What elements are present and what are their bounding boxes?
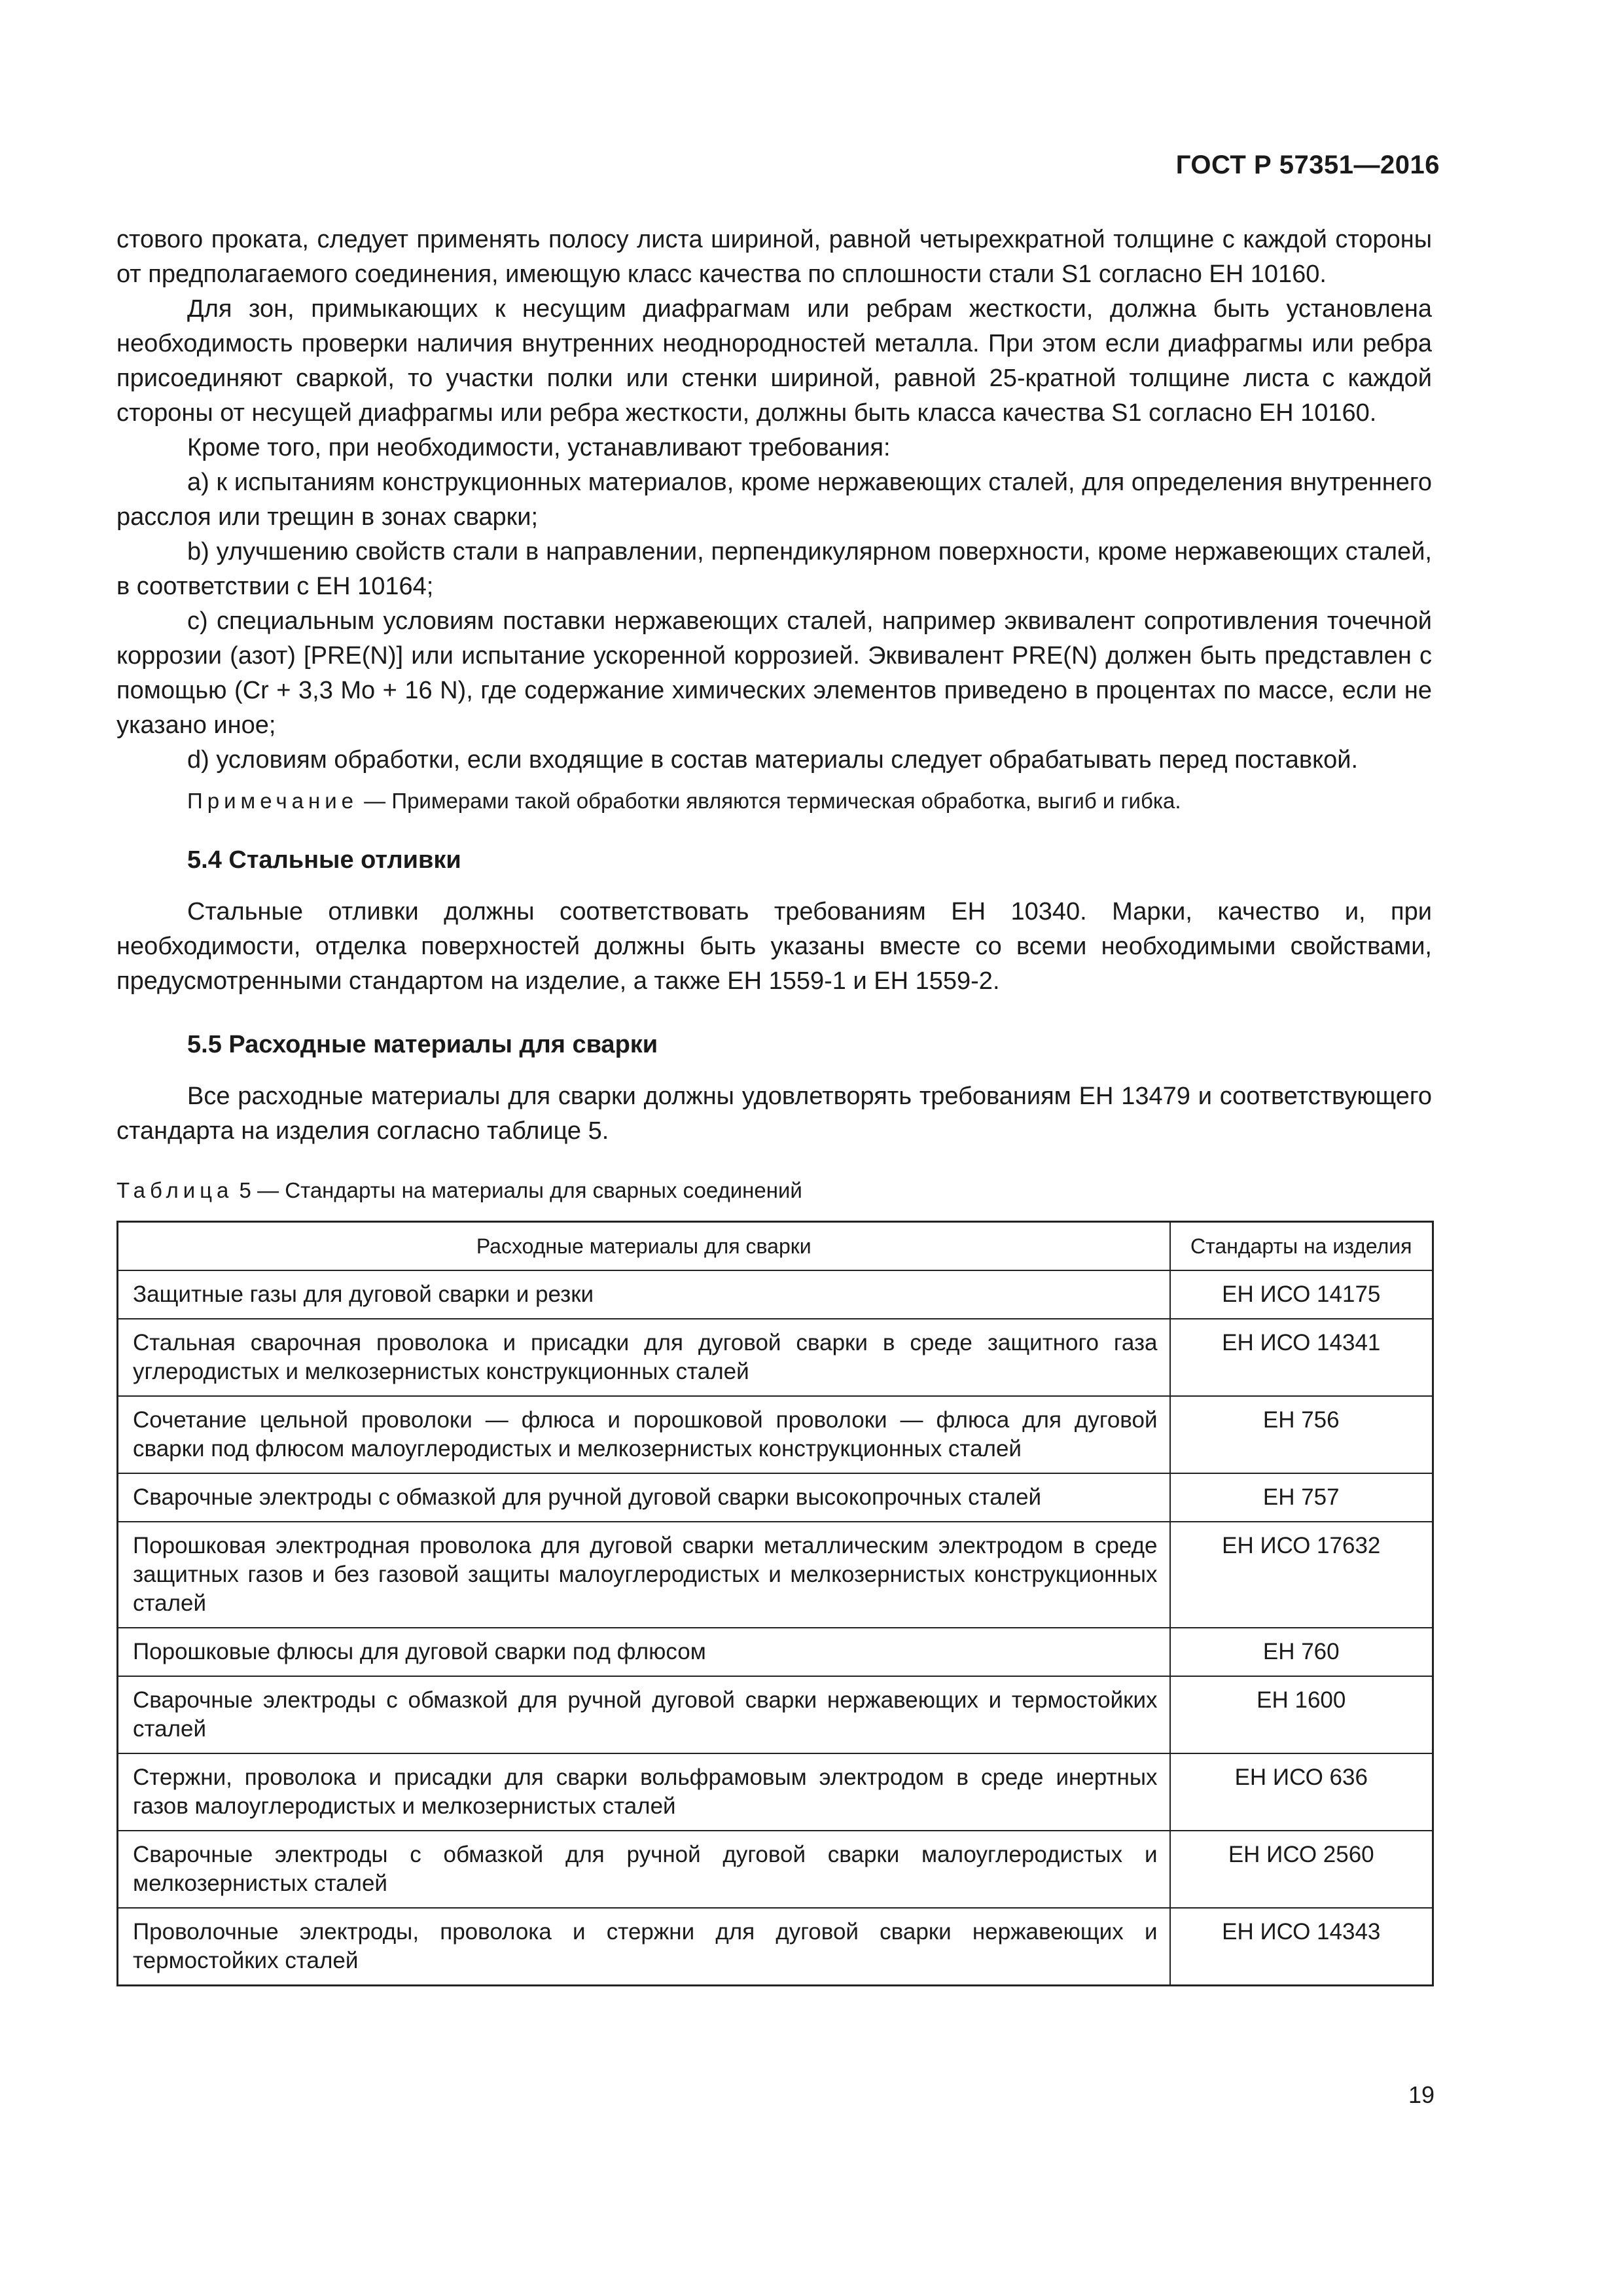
table-cell-standard: ЕН ИСО 14343 bbox=[1170, 1908, 1433, 1986]
table-caption-label: Таблица bbox=[116, 1178, 234, 1202]
table-cell-standard: ЕН 757 bbox=[1170, 1473, 1433, 1522]
table-row bbox=[118, 1831, 1433, 1908]
table-cell-material: Сварочные электроды с обмазкой для ручной дуговой сварки малоуглеродистых и мелкозернистых сталей bbox=[118, 1831, 1170, 1908]
section-5-4-text: Стальные отливки должны соответствовать требованиям ЕН 10340. Марки, качество и, при необходимости, отделка поверхностей должны быть указаны вместе со всеми необходимыми свойствами, предусмотренными стандартом на изделие, а также ЕН 1559-1 и ЕН 1559-2. bbox=[116, 898, 1432, 995]
note-label: Примечание bbox=[187, 789, 359, 813]
table-caption bbox=[116, 1175, 1432, 1206]
table-cell-standard: ЕН ИСО 636 bbox=[1170, 1753, 1433, 1831]
table-cell-material: Сварочные электроды с обмазкой для ручной дуговой сварки нержавеющих и термостойких сталей bbox=[118, 1676, 1170, 1753]
table-cell-standard: ЕН ИСО 14175 bbox=[1170, 1270, 1433, 1319]
table-cell-material: Порошковая электродная проволока для дуговой сварки металлическим электродом в среде защитных газов и без газовой защиты малоуглеродистых и мелкозернистых конструкционных сталей bbox=[118, 1522, 1170, 1628]
document-body bbox=[116, 223, 1432, 1986]
list-item-d: d) условиям обработки, если входящие в состав материалы следует обрабатывать перед поставкой. bbox=[187, 746, 1359, 774]
document-header-id: ГОСТ Р 57351—2016 bbox=[1175, 151, 1440, 179]
table-caption-text: 5 — Стандарты на материалы для сварных соединений bbox=[233, 1178, 802, 1202]
section-5-5-text: Все расходные материалы для сварки должны удовлетворять требованиям ЕН 13479 и соответствующего стандарта на изделия согласно таблице 5. bbox=[116, 1083, 1432, 1145]
table-row bbox=[118, 1908, 1433, 1986]
table-cell-material: Защитные газы для дуговой сварки и резки bbox=[118, 1270, 1170, 1319]
paragraph-requirements-intro: Кроме того, при необходимости, устанавливают требования: bbox=[187, 434, 891, 461]
table-cell-standard: ЕН ИСО 17632 bbox=[1170, 1522, 1433, 1628]
table-cell-standard: ЕН 756 bbox=[1170, 1396, 1433, 1473]
table-row bbox=[118, 1628, 1433, 1676]
table-cell-standard: ЕН ИСО 14341 bbox=[1170, 1319, 1433, 1396]
standards-table bbox=[116, 1221, 1434, 1986]
note bbox=[116, 785, 1432, 817]
note-text: — Примерами такой обработки являются термическая обработка, выгиб и гибка. bbox=[358, 789, 1181, 813]
page-number: 19 bbox=[1408, 2081, 1435, 2108]
section-heading-5-5: 5.5 Расходные материалы для сварки bbox=[187, 1031, 658, 1058]
table-row bbox=[118, 1676, 1433, 1753]
table-cell-standard: ЕН 760 bbox=[1170, 1628, 1433, 1676]
paragraph-continuation: стового проката, следует применять полосу листа шириной, равной четырехкратной толщине с каждой стороны от предполагаемого соединения, имеющую класс качества по сплошности стали S1 согласно ЕН 10160. bbox=[116, 226, 1432, 288]
table-cell-material: Порошковые флюсы для дуговой сварки под флюсом bbox=[118, 1628, 1170, 1676]
paragraph-diaphragm-zones: Для зон, примыкающих к несущим диафрагмам или ребрам жесткости, должна быть установлена необходимость проверки наличия внутренних неоднородностей металла. При этом если диафрагмы или ребра присоединяют сваркой, то участки полки или стенки шириной, равной 25-кратной толщине листа с каждой стороны от несущей диафрагмы или ребра жесткости, должны быть класса качества S1 согласно ЕН 10160. bbox=[116, 295, 1432, 427]
list-item-b: b) улучшению свойств стали в направлении, перпендикулярном поверхности, кроме нержавеющих сталей, в соответствии с ЕН 10164; bbox=[116, 538, 1432, 600]
table-row bbox=[118, 1270, 1433, 1319]
table-row bbox=[118, 1753, 1433, 1831]
table-cell-standard: ЕН 1600 bbox=[1170, 1676, 1433, 1753]
section-heading-5-4: 5.4 Стальные отливки bbox=[187, 846, 461, 874]
table-cell-material: Стержни, проволока и присадки для сварки вольфрамовым электродом в среде инертных газов малоуглеродистых и мелкозернистых сталей bbox=[118, 1753, 1170, 1831]
table-row bbox=[118, 1319, 1433, 1396]
table-row bbox=[118, 1522, 1433, 1628]
table-row bbox=[118, 1396, 1433, 1473]
table-header-materials: Расходные материалы для сварки bbox=[118, 1222, 1170, 1271]
table-cell-material: Стальная сварочная проволока и присадки для дуговой сварки в среде защитного газа углеродистых и мелкозернистых конструкционных сталей bbox=[118, 1319, 1170, 1396]
table-header-row bbox=[118, 1222, 1433, 1271]
table-cell-standard: ЕН ИСО 2560 bbox=[1170, 1831, 1433, 1908]
list-item-a: a) к испытаниям конструкционных материалов, кроме нержавеющих сталей, для определения внутреннего расслоя или трещин в зонах сварки; bbox=[116, 469, 1432, 531]
table-header-standards: Стандарты на изделия bbox=[1170, 1222, 1433, 1271]
table-cell-material: Проволочные электроды, проволока и стержни для дуговой сварки нержавеющих и термостойких сталей bbox=[118, 1908, 1170, 1986]
table-cell-material: Сварочные электроды с обмазкой для ручной дуговой сварки высокопрочных сталей bbox=[118, 1473, 1170, 1522]
table-cell-material: Сочетание цельной проволоки — флюса и порошковой проволоки — флюса для дуговой сварки под флюсом малоуглеродистых и мелкозернистых конструкционных сталей bbox=[118, 1396, 1170, 1473]
table-row bbox=[118, 1473, 1433, 1522]
list-item-c: c) специальным условиям поставки нержавеющих сталей, например эквивалент сопротивления точечной коррозии (азот) [PRE(N)] или испытание ускоренной коррозией. Эквивалент PRE(N) должен быть представлен с помощью (Cr + 3,3 Mo + 16 N), где содержание химических элементов приведено в процентах по массе, если не указано иное; bbox=[116, 607, 1432, 739]
